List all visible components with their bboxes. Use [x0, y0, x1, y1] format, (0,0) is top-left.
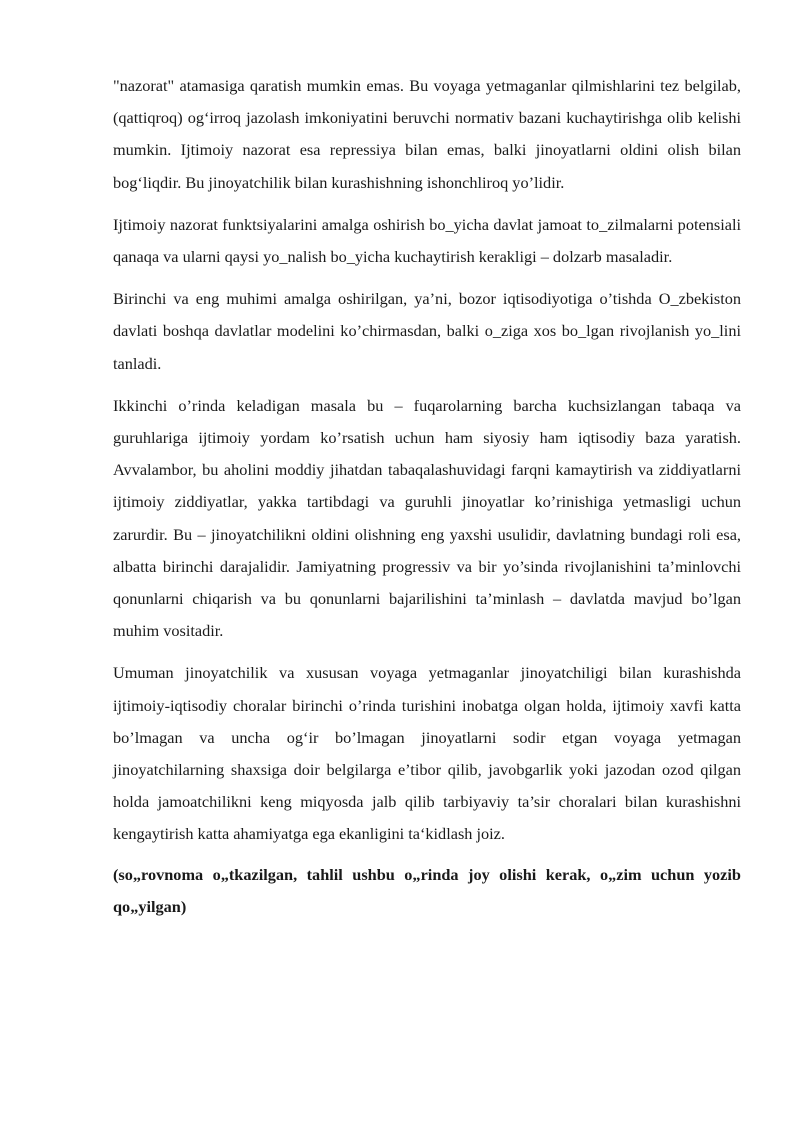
paragraph-3: Birinchi va eng muhimi amalga oshirilgan, ya’ni, bozor iqtisodiyotiga o’tishda O_zbekiston davlati boshqa davlatlar modelini ko’chirmasdan, balki o_ziga xos bo_lgan rivojlanish yo_lini tanladi. [113, 289, 741, 373]
paragraph-4: Ikkinchi o’rinda keladigan masala bu – fuqarolarning barcha kuchsizlangan tabaqa va guruhlariga ijtimoiy yordam ko’rsatish uchun ham siyosiy ham iqtisodiy baza yaratish. Avvalambor, bu aholini moddiy jihatdan tabaqalashuvidagi farqni kamaytirish va ziddiyatlarni ijtimoiy ziddiyatlar, yakka tartibdagi va guruhli jinoyatlar ko’rinishiga yetmasligi uchun zarurdir. Bu – jinoyatchilikni oldini olishning eng yaxshi usulidir, davlatning bundagi roli esa, albatta birinchi darajalidir. Jamiyatning progressiv va bir yo’sinda rivojlanishini ta’minlovchi qonunlarni chiqarish va bu qonunlarni bajarilishini ta’minlash – davlatda mavjud bo’lgan muhim vositadir. [113, 395, 741, 641]
paragraph-5: Umuman jinoyatchilik va xususan voyaga yetmaganlar jinoyatchiligi bilan kurashishda ijtimoiy-iqtisodiy choralar birinchi o’rinda turishini inobatga olgan holda, ijtimoiy xavfi katta bo’lmagan va uncha og‘ir bo’lmagan jinoyatlarni sodir etgan voyaga yetmagan jinoyatchilarning shaxsiga doir belgilarga e’tibor qilib, javobgarlik yoki jazodan ozod qilgan holda jamoatchilikni keng miqyosda jalb qilib tarbiyaviy ta’sir choralari bilan kurashishni kengaytirish katta ahamiyatga ega ekanligini ta‘kidlash joiz. [113, 663, 741, 844]
author-note: (so„rovnoma o„tkazilgan, tahlil ushbu o„rinda joy olishi kerak, o„zim uchun yozib qo„yilgan) [113, 864, 741, 916]
paragraph-1: "nazorat" atamasiga qaratish mumkin emas. Bu voyaga yetmaganlar qilmishlarini tez belgilab, (qattiqroq) og‘irroq jazolash imkoniyatini beruvchi normativ bazani kuchaytirishga olib kelishi mumkin. Ijtimoiy nazorat esa repressiya bilan emas, balki jinoyatlarni oldini olish bilan bog‘liqdir. Bu jinoyatchilik bilan kurashishning ishonchliroq yo’lidir. [113, 76, 741, 192]
paragraph-2: Ijtimoiy nazorat funktsiyalarini amalga oshirish bo_yicha davlat jamoat to_zilmalarni potensiali qanaqa va ularni qaysi yo_nalish bo_yicha kuchaytirish kerakligi – dolzarb masaladir. [113, 214, 741, 267]
document-page [113, 70, 741, 933]
